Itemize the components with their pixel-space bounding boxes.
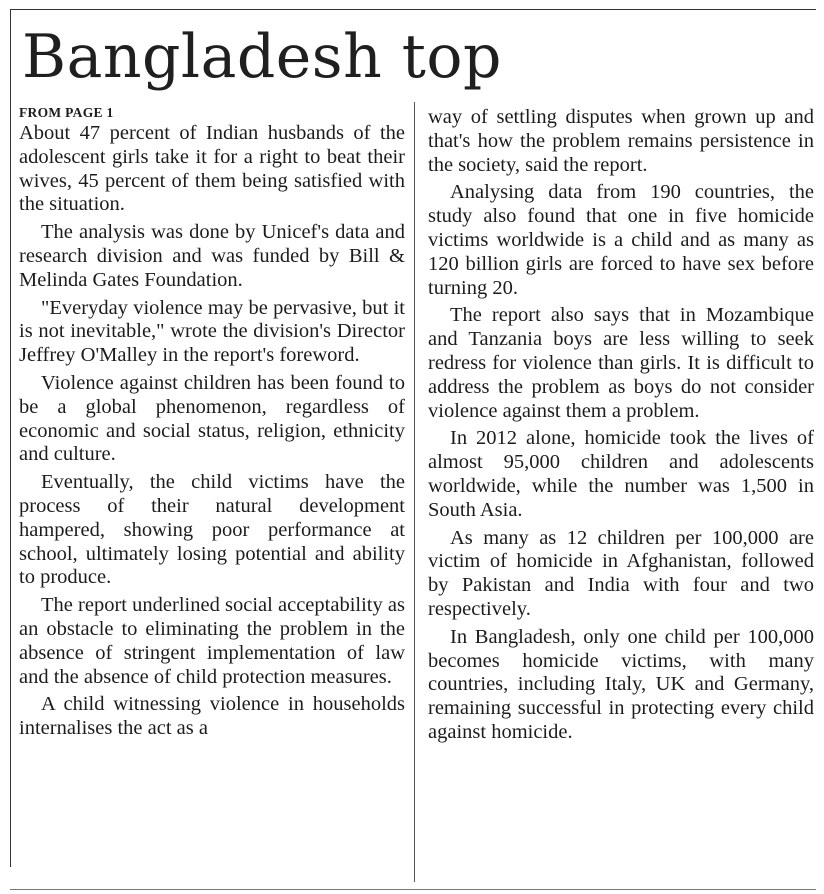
right-column [428, 106, 814, 749]
paragraph: About 47 percent of Indian husbands of the adolescent girls take it for a right to beat their wives, 45 percent of them being satisfied with the situation. [19, 122, 405, 216]
paragraph: Eventually, the child victims have the process of their natural development hampered, showing poor performance at school, ultimately losing potential and ability to produce. [19, 471, 405, 589]
top-rule [10, 9, 816, 10]
paragraph: Violence against children has been found to be a global phenomenon, regardless of economic and social status, religion, ethnicity and culture. [19, 371, 405, 466]
paragraph: The report underlined social acceptability as an obstacle to eliminating the problem in the absence of stringent implementation of law and the absence of child protection measures. [19, 594, 405, 688]
paragraph: In Bangladesh, only one child per 100,000 becomes homicide victims, with many countries, including Italy, UK and Germany, remaining successful in protecting every child against homicide. [428, 625, 814, 743]
bottom-rule [10, 889, 816, 890]
paragraph: Analysing data from 190 countries, the study also found that one in five homicide victims worldwide is a child and as many as 120 billion girls are forced to have sex before turning 20. [428, 181, 814, 299]
paragraph: As many as 12 children per 100,000 are victim of homicide in Afghanistan, followed by Pakistan and India with four and two respectively. [428, 526, 814, 620]
left-column [19, 104, 405, 745]
paragraph: The analysis was done by Unicef's data and research division and was funded by Bill & Melinda Gates Foundation. [19, 221, 405, 291]
paragraph: "Everyday violence may be pervasive, but it is not inevitable," wrote the division's Director Jeffrey O'Malley in the report's foreword. [19, 296, 405, 367]
paragraph: In 2012 alone, homicide took the lives of almost 95,000 children and adolescents worldwide, while the number was 1,500 in South Asia. [428, 427, 814, 521]
left-rule [10, 9, 11, 867]
column-divider [414, 102, 415, 882]
paragraph: way of settling disputes when grown up and that's how the problem remains persistence in the society, said the report. [428, 106, 814, 176]
headline: Bangladesh top [22, 22, 502, 92]
paragraph: The report also says that in Mozambique and Tanzania boys are less willing to seek redress for violence than girls. It is difficult to address the problem as boys do not consider violence against them a problem. [428, 304, 814, 422]
paragraph: A child witnessing violence in households internalises the act as a [19, 693, 405, 740]
continuation-kicker: FROM PAGE 1 [19, 105, 114, 120]
